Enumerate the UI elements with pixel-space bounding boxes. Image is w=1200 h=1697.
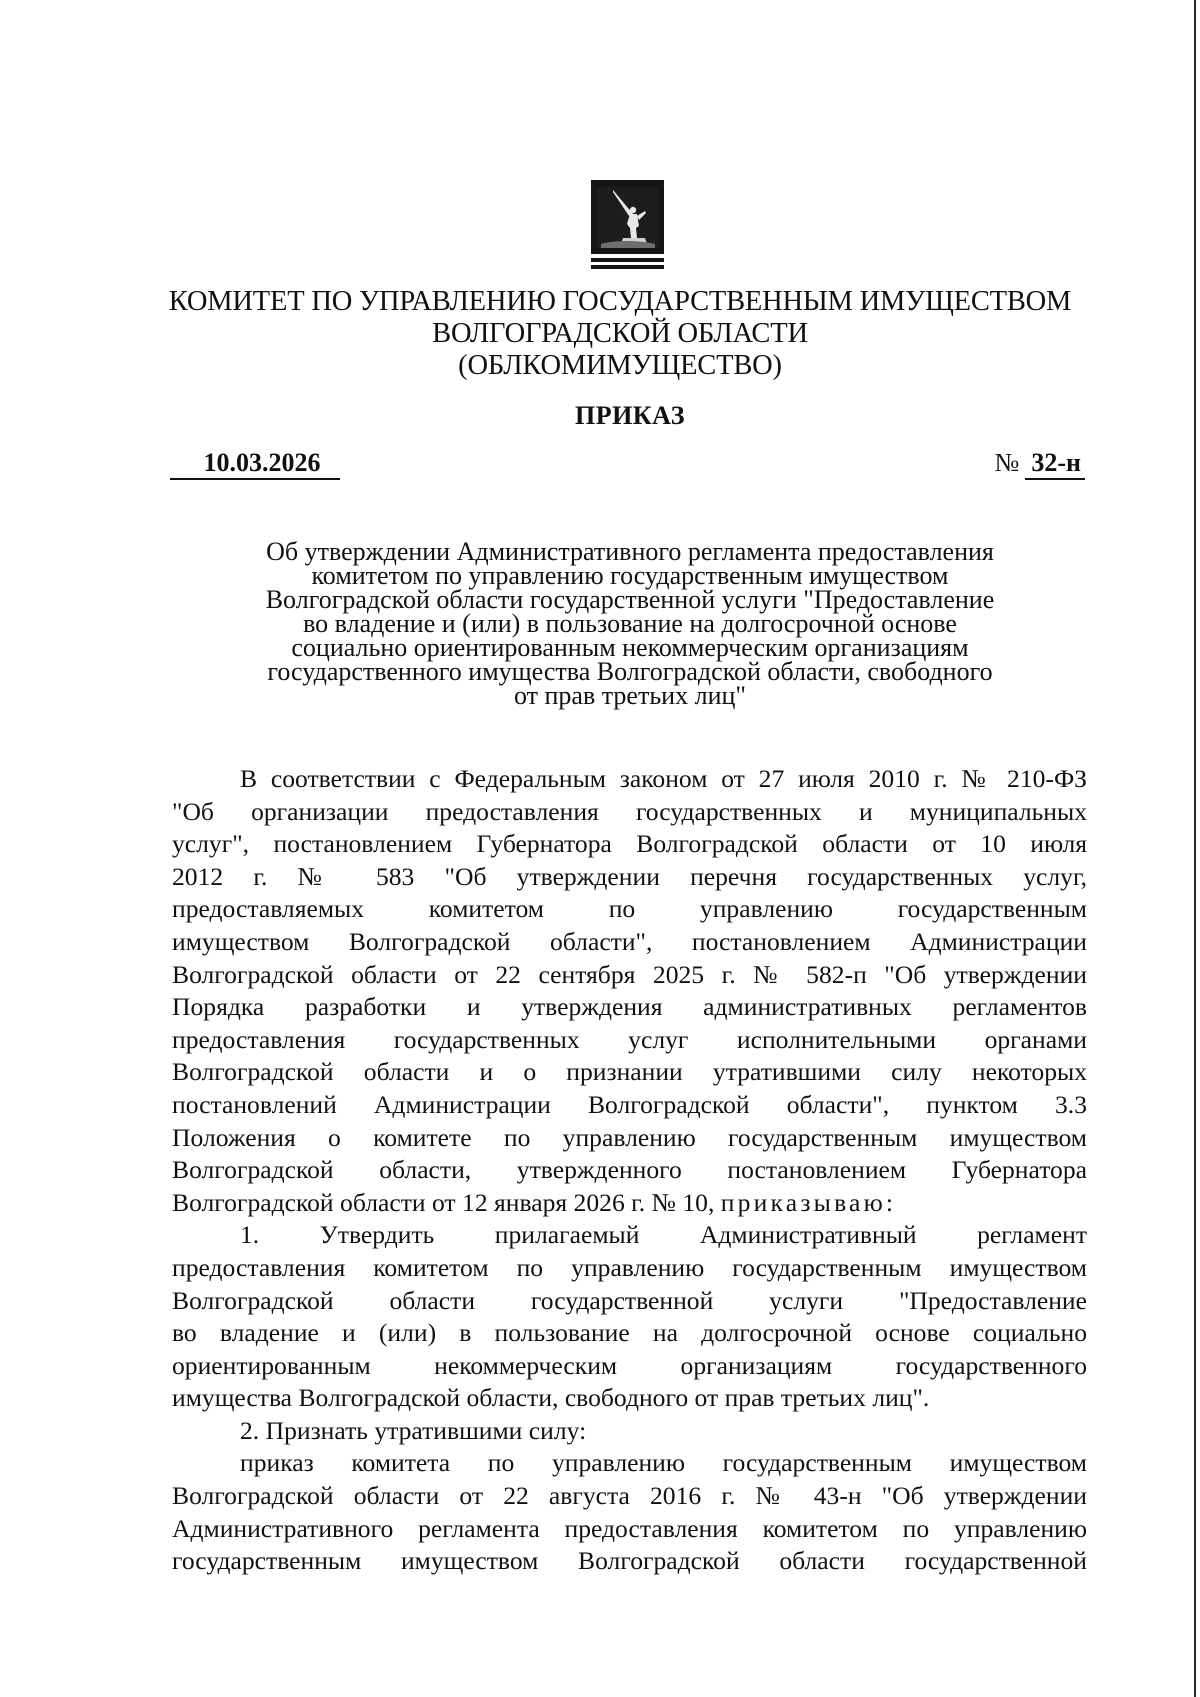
document-number xyxy=(995,448,1085,480)
body-line: приказ комитета по управлению государственным имуществом xyxy=(240,1448,1087,1478)
subject-line: Об утверждении Административного регламента предоставления xyxy=(266,537,994,566)
body-line: В соответствии с Федеральным законом от 27 июля 2010 г. № 210-ФЗ xyxy=(240,764,1087,793)
org-line-2: ВОЛГОГРАДСКОЙ ОБЛАСТИ xyxy=(432,318,808,349)
body-line: Административного регламента предоставления комитетом по управлению xyxy=(172,1513,1087,1543)
subject-line: социально ориентированным некоммерческим организациям xyxy=(291,633,969,662)
body-line: предоставления государственных услуг исполнительными органами xyxy=(172,1024,1087,1054)
body-line: Порядка разработки и утверждения административных регламентов xyxy=(172,992,1087,1022)
body-line: Волгоградской области и о признании утратившими силу некоторых xyxy=(172,1057,1087,1087)
coat-of-arms-emblem xyxy=(589,178,666,271)
body-line: 1. Утвердить прилагаемый Административный регламент xyxy=(240,1220,1087,1250)
body-line: 2. Признать утратившими силу: xyxy=(240,1415,587,1445)
decree-word: приказываю: xyxy=(720,1187,897,1217)
body-line: предоставляемых комитетом по управлению государственным xyxy=(172,894,1087,924)
body-line: государственным имуществом Волгоградской области государственной xyxy=(172,1546,1087,1576)
body-line: Волгоградской области, утвержденного постановлением Губернатора xyxy=(172,1155,1087,1185)
document-date: 10.03.2026 xyxy=(170,448,340,480)
body-line xyxy=(172,1187,1087,1220)
org-line-1: КОМИТЕТ ПО УПРАВЛЕНИЮ ГОСУДАРСТВЕННЫМ ИМУЩЕСТВОМ xyxy=(168,286,1072,317)
subject-line: во владение и (или) в пользование на долгосрочной основе xyxy=(303,609,957,638)
body-line: услуг", постановлением Губернатора Волгоградской области от 10 июля xyxy=(172,829,1087,859)
order-body xyxy=(172,763,1087,1578)
organization-name xyxy=(150,286,1090,382)
body-line: Волгоградской области государственной услуги "Предоставление xyxy=(172,1285,1087,1315)
document-type-title: ПРИКАЗ xyxy=(574,401,686,430)
subject-line: Волгоградской области государственной услуги "Предоставление xyxy=(265,585,995,614)
body-line: во владение и (или) в пользование на долгосрочной основе социально xyxy=(172,1318,1087,1348)
body-line: Положения о комитете по управлению государственным имуществом xyxy=(172,1122,1087,1152)
page-edge-line xyxy=(1194,0,1196,1697)
body-line: имущества Волгоградской области, свободного от прав третьих лиц". xyxy=(172,1383,930,1413)
number-sign: № xyxy=(994,448,1020,477)
order-subject xyxy=(200,537,1060,710)
subject-line: государственного имущества Волгоградской области, свободного xyxy=(267,657,993,686)
subject-line: комитетом по управлению государственным имуществом xyxy=(311,561,949,590)
body-line-text: Волгоградской области от 12 января 2026 г. № 10, xyxy=(172,1187,715,1217)
body-line: ориентированным некоммерческим организациям государственного xyxy=(172,1350,1087,1380)
body-line: постановлений Администрации Волгоградской области", пунктом 3.3 xyxy=(172,1089,1087,1119)
body-line: 2012 г. № 583 "Об утверждении перечня государственных услуг, xyxy=(172,861,1087,891)
org-line-3: (ОБЛКОМИМУЩЕСТВО) xyxy=(458,350,782,381)
body-line: Волгоградской области от 22 августа 2016 г. № 43-н "Об утверждении xyxy=(172,1481,1087,1511)
body-line: имуществом Волгоградской области", постановлением Администрации xyxy=(172,926,1087,956)
body-line: Волгоградской области от 22 сентября 2025 г. № 582-п "Об утверждении xyxy=(172,959,1087,989)
number-value: 32-н xyxy=(1025,448,1085,480)
subject-line: от прав третьих лиц" xyxy=(513,681,747,710)
body-line: предоставления комитетом по управлению государственным имуществом xyxy=(172,1252,1087,1282)
body-line: "Об организации предоставления государственных и муниципальных xyxy=(172,796,1087,826)
